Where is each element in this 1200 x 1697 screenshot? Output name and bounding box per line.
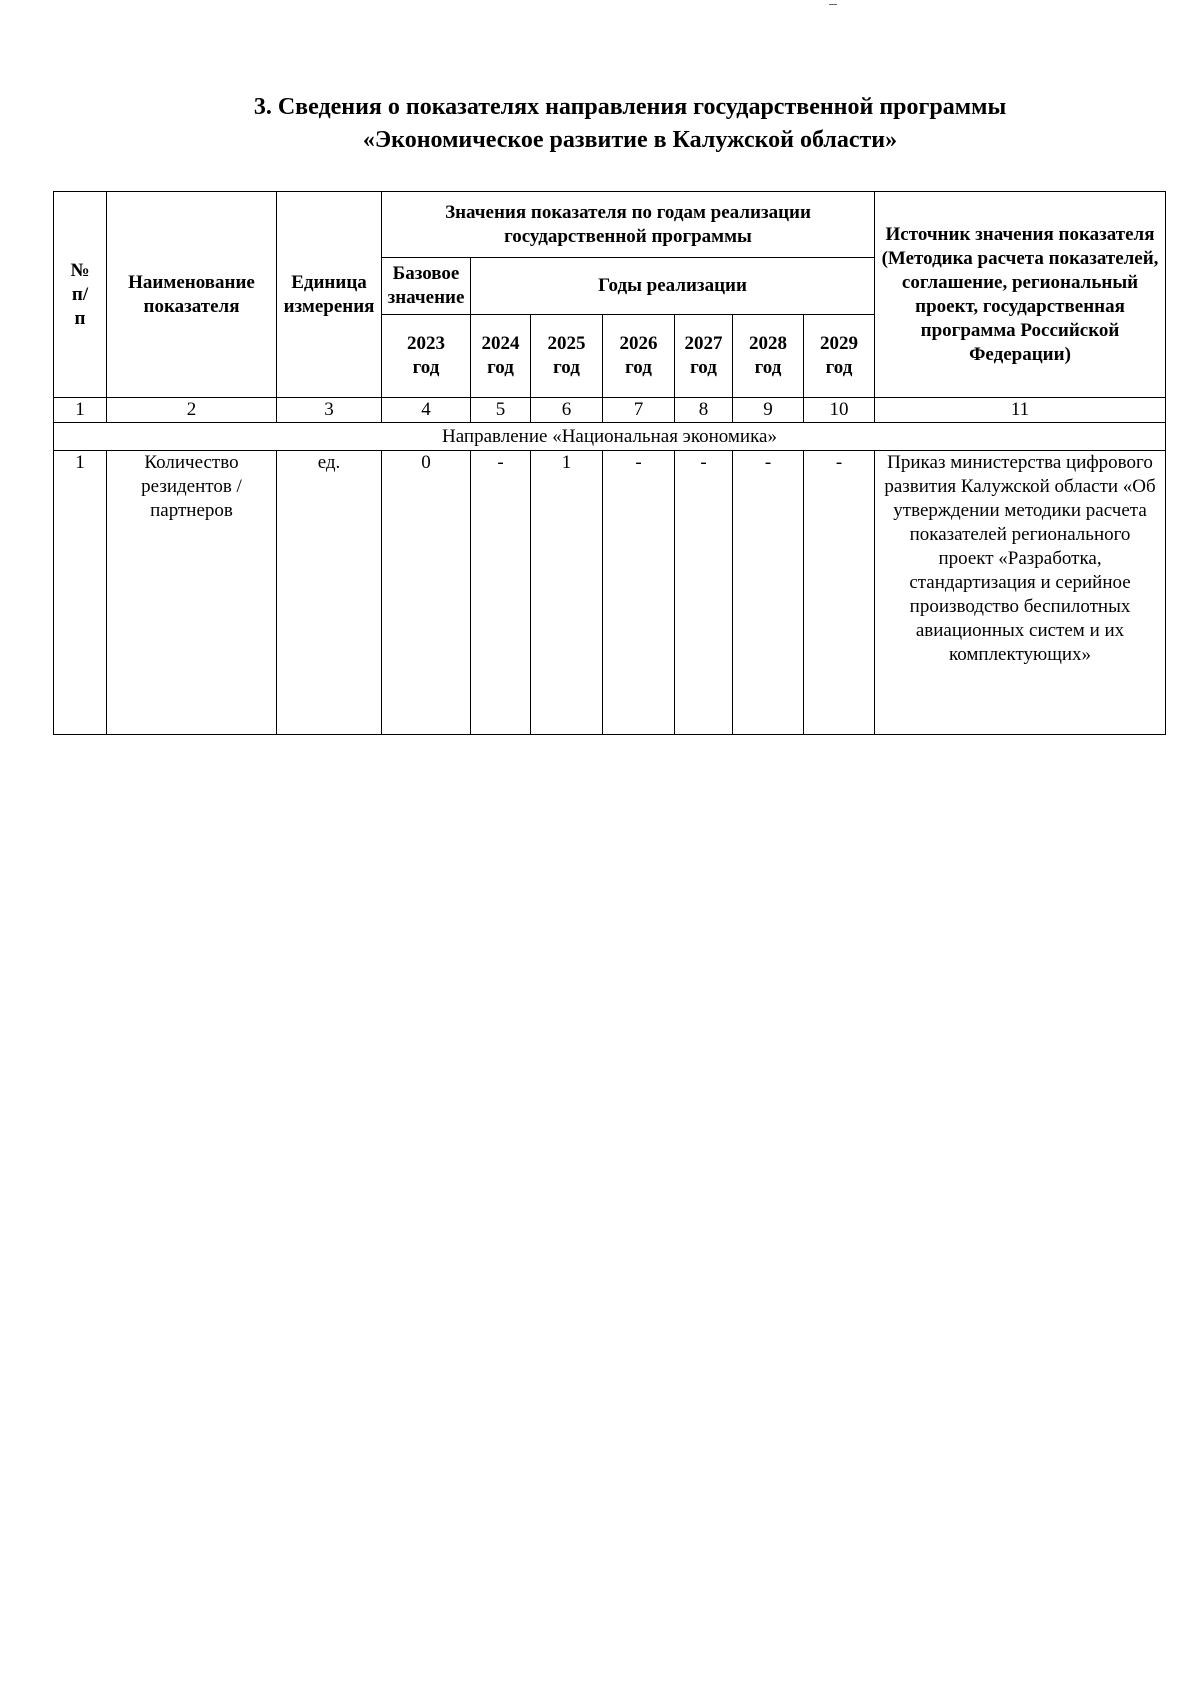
header-base-value: Базовое значение: [382, 258, 471, 315]
row-base-value: 0: [382, 451, 471, 735]
row-value-2028: -: [733, 451, 804, 735]
column-number: 10: [804, 398, 875, 423]
column-number: 4: [382, 398, 471, 423]
row-value-2026: -: [603, 451, 675, 735]
column-number: 1: [54, 398, 107, 423]
year-header-2029: 2029 год: [804, 315, 875, 398]
header-number-line-3: п: [74, 307, 86, 329]
column-number: 11: [875, 398, 1166, 423]
column-number: 6: [531, 398, 603, 423]
header-number-line-1: №: [70, 259, 90, 281]
page-title-line-2: «Экономическое развитие в Калужской области»: [362, 127, 898, 153]
header-years-group: Годы реализации: [471, 258, 875, 315]
year-header-2024: 2024 год: [471, 315, 531, 398]
row-unit: ед.: [277, 451, 382, 735]
column-numbers-row: [54, 398, 1166, 423]
table-row: [54, 451, 1166, 735]
header-indicator-name: Наименование показателя: [107, 192, 277, 398]
section-row: [54, 423, 1166, 451]
row-number: 1: [54, 451, 107, 735]
row-value-2027: -: [675, 451, 733, 735]
page-title-line-1: 3. Сведения о показателях направления государственной программы: [253, 94, 1007, 120]
column-number: 2: [107, 398, 277, 423]
column-number: 9: [733, 398, 804, 423]
section-title: Направление «Национальная экономика»: [54, 423, 1166, 451]
column-number: 8: [675, 398, 733, 423]
page-title: [0, 91, 1200, 157]
header-number: [54, 192, 107, 398]
year-header-2023: 2023 год: [382, 315, 471, 398]
row-source: Приказ министерства цифрового развития Калужской области «Об утверждении методики расчета показателей регионального проект «Разработка, стандартизация и серийное производство беспилотных авиационных систем и их комплектующих»: [875, 451, 1166, 735]
column-number: 7: [603, 398, 675, 423]
year-header-2028: 2028 год: [733, 315, 804, 398]
year-header-2026: 2026 год: [603, 315, 675, 398]
row-value-2024: -: [471, 451, 531, 735]
scan-mark: [829, 0, 837, 5]
indicators-table: [53, 191, 1166, 735]
header-values-group: Значения показателя по годам реализации государственной программы: [382, 192, 875, 258]
year-header-2027: 2027 год: [675, 315, 733, 398]
header-unit: Единица измерения: [277, 192, 382, 398]
column-number: 3: [277, 398, 382, 423]
year-header-2025: 2025 год: [531, 315, 603, 398]
header-source: Источник значения показателя (Методика расчета показателей, соглашение, региональный проект, государственная программа Российской Федерации): [875, 192, 1166, 398]
column-number: 5: [471, 398, 531, 423]
row-value-2025: 1: [531, 451, 603, 735]
row-value-2029: -: [804, 451, 875, 735]
header-number-line-2: п/: [71, 283, 89, 305]
row-indicator-name: Количество резидентов / партнеров: [107, 451, 277, 735]
